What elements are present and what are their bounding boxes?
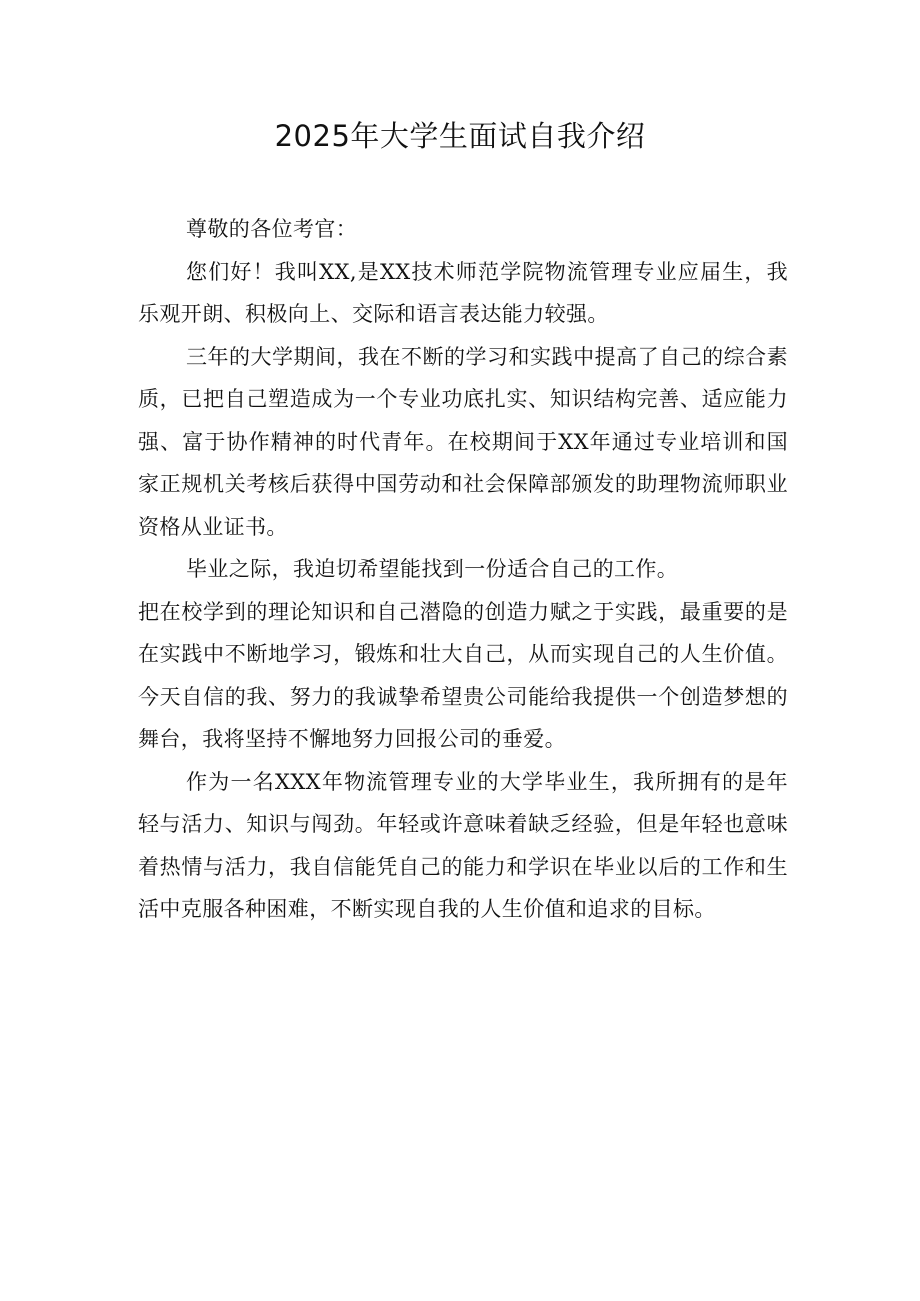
paragraph-introduction: 您们好！我叫XX,是XX技术师范学院物流管理专业应届生，我乐观开朗、积极向上、交际和语言表达能力较强。 (138, 259, 788, 326)
paragraph-university-experience: 三年的大学期间，我在不断的学习和实践中提高了自己的综合素质，已把自己塑造成为一个专业功底扎实、知识结构完善、适应能力强、富于协作精神的时代青年。在校期间于XX年通过专业培训和国家正规机关考核后获得中国劳动和社会保障部颁发的助理物流师职业资格从业证书。 (138, 344, 788, 539)
paragraph-graduation-wish: 毕业之际，我迫切希望能找到一份适合自己的工作。 (186, 557, 679, 581)
paragraph-greeting: 尊敬的各位考官： (186, 217, 358, 241)
document-title: 2025年大学生面试自我介绍 (274, 119, 646, 153)
document-body (138, 208, 788, 931)
paragraph-closing: 作为一名XXX年物流管理专业的大学毕业生，我所拥有的是年轻与活力、知识与闯劲。年轻或许意味着缺乏经验，但是年轻也意味着热情与活力，我自信能凭自己的能力和学识在毕业以后的工作和生活中克服各种困难，不断实现自我的人生价值和追求的目标。 (138, 769, 788, 921)
paragraph-aspiration: 把在校学到的理论知识和自己潜隐的创造力赋之于实践，最重要的是在实践中不断地学习，锻炼和壮大自己，从而实现自己的人生价值。今天自信的我、努力的我诚挚希望贵公司能给我提供一个创造梦想的舞台，我将坚持不懈地努力回报公司的垂爱。 (138, 599, 788, 751)
